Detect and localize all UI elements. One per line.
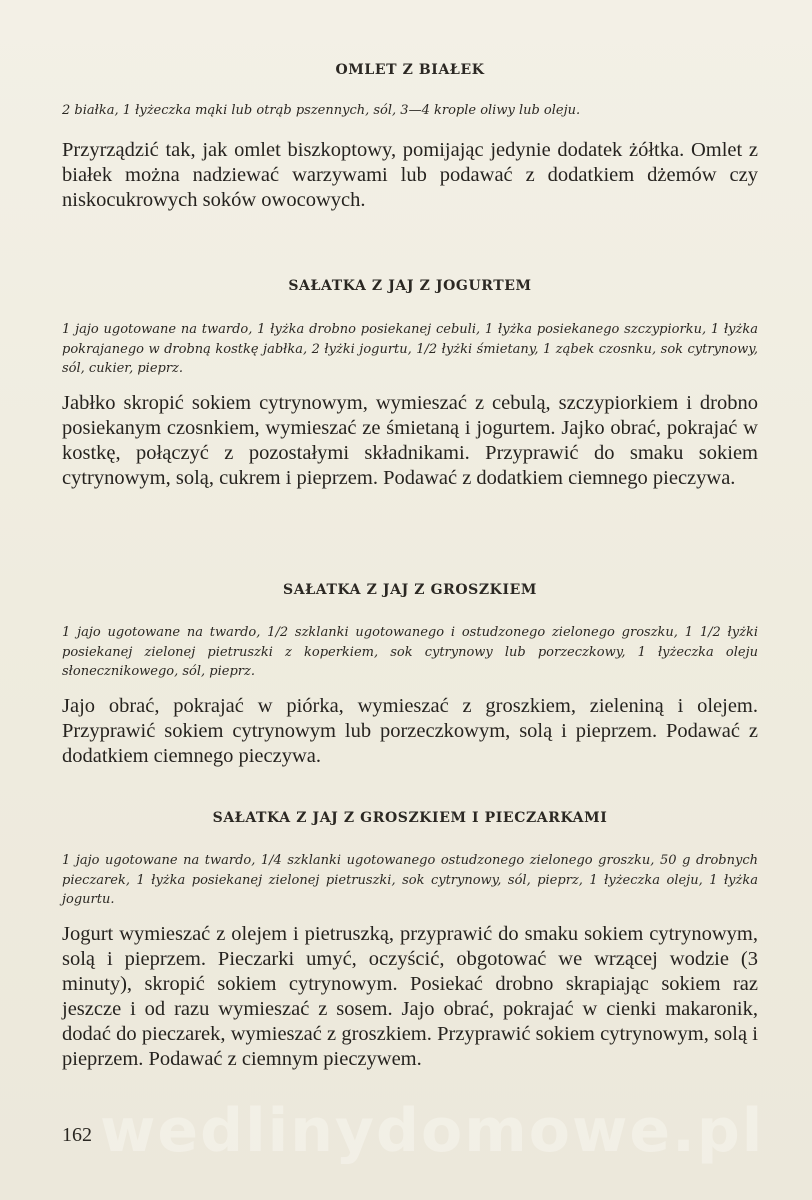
page-number: 162 bbox=[62, 1124, 92, 1146]
recipe-ingredients: 2 białka, 1 łyżeczka mąki lub otrąb pszennych, sól, 3—4 krople oliwy lub oleju. bbox=[62, 103, 581, 118]
recipe-ingredients: 1 jajo ugotowane na twardo, 1 łyżka drobno posiekanej cebuli, 1 łyżka posiekanego szczypiorku, 1 łyżka pokrajanego w drobną kostkę jabłka, 2 łyżki jogurtu, 1/2 łyżki śmietany, 1 ząbek czosnku, sok cytrynowy, sól, cukier, pieprz. bbox=[62, 322, 758, 376]
recipe-method: Jogurt wymieszać z olejem i pietruszką, przyprawić do smaku sokiem cytrynowym, solą i pieprzem. Pieczarki umyć, oczyścić, obgotować we wrzącej wodzie (3 minuty), skropić sokiem cytrynowym. Posiekać drobno skrapiając sokiem raz jeszcze i od razu wymieszać z sosem. Jajo obrać, pokrajać w cienki makaronik, dodać do pieczarek, wymieszać z groszkiem. Przyprawić sokiem cytrynowym, solą i pieprzem. Podawać z ciemnym pieczywem. bbox=[62, 922, 758, 1070]
recipe-title: SAŁATKA Z JAJ Z GROSZKIEM I PIECZARKAMI bbox=[212, 810, 608, 826]
recipe-salatka-z-groszkiem bbox=[62, 582, 758, 769]
recipe-method: Przyrządzić tak, jak omlet biszkoptowy, pomijając jedynie dodatek żółtka. Omlet z białek można nadziewać warzywami lub podawać z dodatkiem dżemów czy niskocukrowych soków owocowych. bbox=[62, 138, 758, 211]
recipe-omlet-z-bialek bbox=[62, 62, 758, 213]
recipe-salatka-z-jogurtem bbox=[62, 278, 758, 491]
recipe-method: Jabłko skropić sokiem cytrynowym, wymieszać z cebulą, szczypiorkiem i drobno posiekanym czosnkiem, wymieszać ze śmietaną i jogurtem. Jajko obrać, pokrajać w kostkę, połączyć z pozostałymi składnikami. Przyprawić do smaku sokiem cytrynowym, solą, cukrem i pieprzem. Podawać z dodatkiem ciemnego pieczywa. bbox=[62, 391, 758, 489]
recipe-title: SAŁATKA Z JAJ Z GROSZKIEM bbox=[283, 582, 537, 598]
recipe-method: Jajo obrać, pokrajać w piórka, wymieszać z groszkiem, zieleniną i olejem. Przyprawić sokiem cytrynowym lub porzeczkowym, solą i pieprzem. Podawać z dodatkiem ciemnego pieczywa. bbox=[62, 694, 758, 767]
recipe-ingredients: 1 jajo ugotowane na twardo, 1/4 szklanki ugotowanego ostudzonego zielonego groszku, 50 g drobnych pieczarek, 1 łyżka posiekanej zielonej pietruszki, sok cytrynowy, sól, pieprz, 1 łyżeczka oleju, 1 łyżka jogurtu. bbox=[62, 853, 758, 907]
recipe-title: OMLET Z BIAŁEK bbox=[335, 62, 485, 78]
recipe-salatka-z-pieczarkami bbox=[62, 810, 758, 1072]
recipe-ingredients: 1 jajo ugotowane na twardo, 1/2 szklanki ugotowanego i ostudzonego zielonego groszku, 1 1/2 łyżki posiekanej zielonej pietruszki z koperkiem, sok cytrynowy lub porzeczkowy, 1 łyżeczka oleju słonecznikowego, sól, pieprz. bbox=[62, 625, 758, 679]
watermark: wedlinydomowe.pl bbox=[100, 1096, 765, 1166]
recipe-title: SAŁATKA Z JAJ Z JOGURTEM bbox=[288, 278, 532, 294]
